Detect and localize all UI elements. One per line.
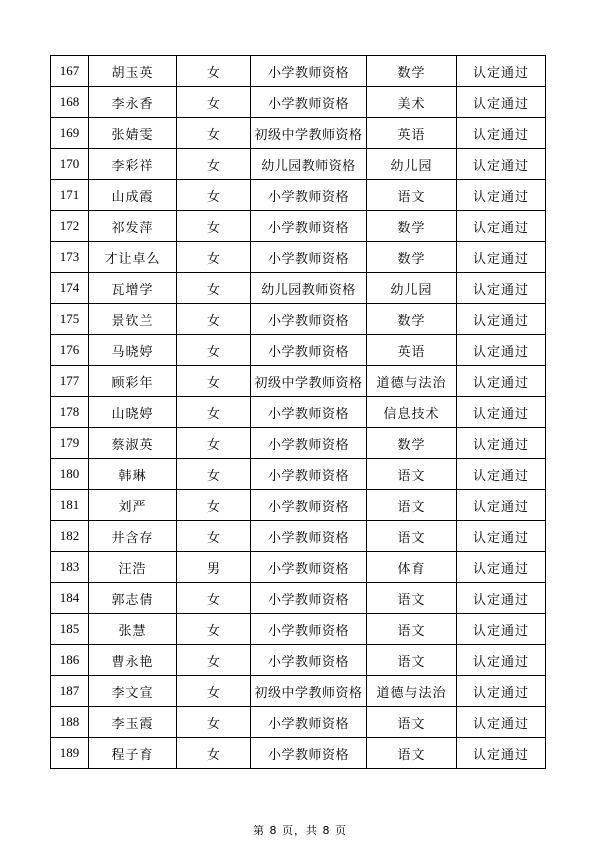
gender-cell: 女 xyxy=(177,521,251,552)
result-status: 认定通过 xyxy=(457,273,546,304)
result-status: 认定通过 xyxy=(457,707,546,738)
applicant-name: 井含存 xyxy=(89,521,177,552)
subject-cell: 体育 xyxy=(367,552,457,583)
table-row xyxy=(51,490,546,521)
result-status: 认定通过 xyxy=(457,211,546,242)
table-row xyxy=(51,335,546,366)
result-status: 认定通过 xyxy=(457,56,546,87)
applicant-name: 马晓婷 xyxy=(89,335,177,366)
applicant-name: 韩琳 xyxy=(89,459,177,490)
subject-cell: 数学 xyxy=(367,211,457,242)
row-number: 168 xyxy=(51,87,89,118)
applicant-name: 山成霞 xyxy=(89,180,177,211)
subject-cell: 语文 xyxy=(367,707,457,738)
result-status: 认定通过 xyxy=(457,552,546,583)
applicant-name: 李彩祥 xyxy=(89,149,177,180)
table-row xyxy=(51,397,546,428)
applicant-name: 李文宣 xyxy=(89,676,177,707)
subject-cell: 英语 xyxy=(367,335,457,366)
row-number: 181 xyxy=(51,490,89,521)
gender-cell: 女 xyxy=(177,366,251,397)
subject-cell: 数学 xyxy=(367,242,457,273)
gender-cell: 女 xyxy=(177,614,251,645)
table-row xyxy=(51,583,546,614)
subject-cell: 语文 xyxy=(367,490,457,521)
table-row xyxy=(51,428,546,459)
gender-cell: 女 xyxy=(177,738,251,769)
table-row xyxy=(51,521,546,552)
result-status: 认定通过 xyxy=(457,583,546,614)
gender-cell: 女 xyxy=(177,211,251,242)
result-status: 认定通过 xyxy=(457,676,546,707)
subject-cell: 数学 xyxy=(367,428,457,459)
result-status: 认定通过 xyxy=(457,87,546,118)
result-status: 认定通过 xyxy=(457,459,546,490)
row-number: 172 xyxy=(51,211,89,242)
qualification-type: 小学教师资格 xyxy=(251,335,367,366)
qualification-type: 幼儿园教师资格 xyxy=(251,273,367,304)
result-status: 认定通过 xyxy=(457,521,546,552)
applicant-name: 瓦增学 xyxy=(89,273,177,304)
result-status: 认定通过 xyxy=(457,304,546,335)
qualification-type: 小学教师资格 xyxy=(251,707,367,738)
applicant-name: 胡玉英 xyxy=(89,56,177,87)
result-status: 认定通过 xyxy=(457,149,546,180)
row-number: 189 xyxy=(51,738,89,769)
gender-cell: 女 xyxy=(177,583,251,614)
qualification-type: 小学教师资格 xyxy=(251,304,367,335)
row-number: 173 xyxy=(51,242,89,273)
page-footer: 第 8 页，共 8 页 xyxy=(253,824,347,837)
result-status: 认定通过 xyxy=(457,490,546,521)
applicant-name: 曹永艳 xyxy=(89,645,177,676)
subject-cell: 英语 xyxy=(367,118,457,149)
qualification-type: 小学教师资格 xyxy=(251,583,367,614)
result-status: 认定通过 xyxy=(457,645,546,676)
table-row xyxy=(51,211,546,242)
gender-cell: 女 xyxy=(177,428,251,459)
row-number: 167 xyxy=(51,56,89,87)
qualification-type: 初级中学教师资格 xyxy=(251,366,367,397)
subject-cell: 美术 xyxy=(367,87,457,118)
result-status: 认定通过 xyxy=(457,242,546,273)
subject-cell: 语文 xyxy=(367,180,457,211)
table-row xyxy=(51,738,546,769)
row-number: 171 xyxy=(51,180,89,211)
result-status: 认定通过 xyxy=(457,118,546,149)
applicant-name: 刘严 xyxy=(89,490,177,521)
subject-cell: 语文 xyxy=(367,459,457,490)
gender-cell: 女 xyxy=(177,304,251,335)
table-row xyxy=(51,304,546,335)
result-status: 认定通过 xyxy=(457,738,546,769)
applicant-name: 祁发萍 xyxy=(89,211,177,242)
qualification-type: 小学教师资格 xyxy=(251,211,367,242)
gender-cell: 女 xyxy=(177,490,251,521)
qualification-type: 小学教师资格 xyxy=(251,56,367,87)
row-number: 176 xyxy=(51,335,89,366)
table-row xyxy=(51,56,546,87)
table-row xyxy=(51,149,546,180)
gender-cell: 女 xyxy=(177,645,251,676)
subject-cell: 道德与法治 xyxy=(367,676,457,707)
table-body xyxy=(51,56,546,769)
result-status: 认定通过 xyxy=(457,366,546,397)
applicant-name: 李永香 xyxy=(89,87,177,118)
gender-cell: 女 xyxy=(177,242,251,273)
table-row xyxy=(51,87,546,118)
qualification-type: 小学教师资格 xyxy=(251,645,367,676)
certification-table xyxy=(50,55,546,769)
qualification-type: 小学教师资格 xyxy=(251,490,367,521)
qualification-type: 初级中学教师资格 xyxy=(251,676,367,707)
table-row xyxy=(51,645,546,676)
result-status: 认定通过 xyxy=(457,335,546,366)
qualification-type: 小学教师资格 xyxy=(251,428,367,459)
qualification-type: 初级中学教师资格 xyxy=(251,118,367,149)
row-number: 178 xyxy=(51,397,89,428)
table-row xyxy=(51,366,546,397)
subject-cell: 语文 xyxy=(367,583,457,614)
table-row xyxy=(51,273,546,304)
applicant-name: 山晓婷 xyxy=(89,397,177,428)
result-status: 认定通过 xyxy=(457,614,546,645)
subject-cell: 语文 xyxy=(367,614,457,645)
applicant-name: 才让卓么 xyxy=(89,242,177,273)
qualification-type: 小学教师资格 xyxy=(251,242,367,273)
table-row xyxy=(51,118,546,149)
applicant-name: 张慧 xyxy=(89,614,177,645)
qualification-type: 小学教师资格 xyxy=(251,738,367,769)
row-number: 177 xyxy=(51,366,89,397)
gender-cell: 女 xyxy=(177,149,251,180)
subject-cell: 信息技术 xyxy=(367,397,457,428)
row-number: 180 xyxy=(51,459,89,490)
row-number: 182 xyxy=(51,521,89,552)
row-number: 183 xyxy=(51,552,89,583)
subject-cell: 幼儿园 xyxy=(367,273,457,304)
subject-cell: 语文 xyxy=(367,645,457,676)
subject-cell: 道德与法治 xyxy=(367,366,457,397)
table-row xyxy=(51,614,546,645)
result-status: 认定通过 xyxy=(457,397,546,428)
gender-cell: 女 xyxy=(177,87,251,118)
subject-cell: 数学 xyxy=(367,56,457,87)
qualification-type: 小学教师资格 xyxy=(251,180,367,211)
subject-cell: 数学 xyxy=(367,304,457,335)
row-number: 169 xyxy=(51,118,89,149)
row-number: 174 xyxy=(51,273,89,304)
table-row xyxy=(51,180,546,211)
applicant-name: 顾彩年 xyxy=(89,366,177,397)
gender-cell: 女 xyxy=(177,676,251,707)
subject-cell: 语文 xyxy=(367,738,457,769)
qualification-type: 小学教师资格 xyxy=(251,459,367,490)
qualification-type: 小学教师资格 xyxy=(251,614,367,645)
qualification-type: 小学教师资格 xyxy=(251,397,367,428)
qualification-type: 小学教师资格 xyxy=(251,87,367,118)
gender-cell: 女 xyxy=(177,335,251,366)
row-number: 188 xyxy=(51,707,89,738)
applicant-name: 张婧雯 xyxy=(89,118,177,149)
subject-cell: 幼儿园 xyxy=(367,149,457,180)
table-row xyxy=(51,242,546,273)
gender-cell: 女 xyxy=(177,118,251,149)
gender-cell: 女 xyxy=(177,56,251,87)
gender-cell: 女 xyxy=(177,180,251,211)
qualification-type: 小学教师资格 xyxy=(251,521,367,552)
qualification-type: 幼儿园教师资格 xyxy=(251,149,367,180)
applicant-name: 程子育 xyxy=(89,738,177,769)
gender-cell: 女 xyxy=(177,459,251,490)
row-number: 185 xyxy=(51,614,89,645)
gender-cell: 女 xyxy=(177,707,251,738)
applicant-name: 汪浩 xyxy=(89,552,177,583)
result-status: 认定通过 xyxy=(457,428,546,459)
row-number: 170 xyxy=(51,149,89,180)
table-row xyxy=(51,676,546,707)
row-number: 179 xyxy=(51,428,89,459)
qualification-type: 小学教师资格 xyxy=(251,552,367,583)
applicant-name: 景钦兰 xyxy=(89,304,177,335)
gender-cell: 女 xyxy=(177,273,251,304)
applicant-name: 郭志倩 xyxy=(89,583,177,614)
applicant-name: 蔡淑英 xyxy=(89,428,177,459)
row-number: 187 xyxy=(51,676,89,707)
subject-cell: 语文 xyxy=(367,521,457,552)
table-row xyxy=(51,552,546,583)
row-number: 184 xyxy=(51,583,89,614)
table-row xyxy=(51,707,546,738)
table-row xyxy=(51,459,546,490)
result-status: 认定通过 xyxy=(457,180,546,211)
applicant-name: 李玉霞 xyxy=(89,707,177,738)
row-number: 186 xyxy=(51,645,89,676)
row-number: 175 xyxy=(51,304,89,335)
gender-cell: 男 xyxy=(177,552,251,583)
gender-cell: 女 xyxy=(177,397,251,428)
